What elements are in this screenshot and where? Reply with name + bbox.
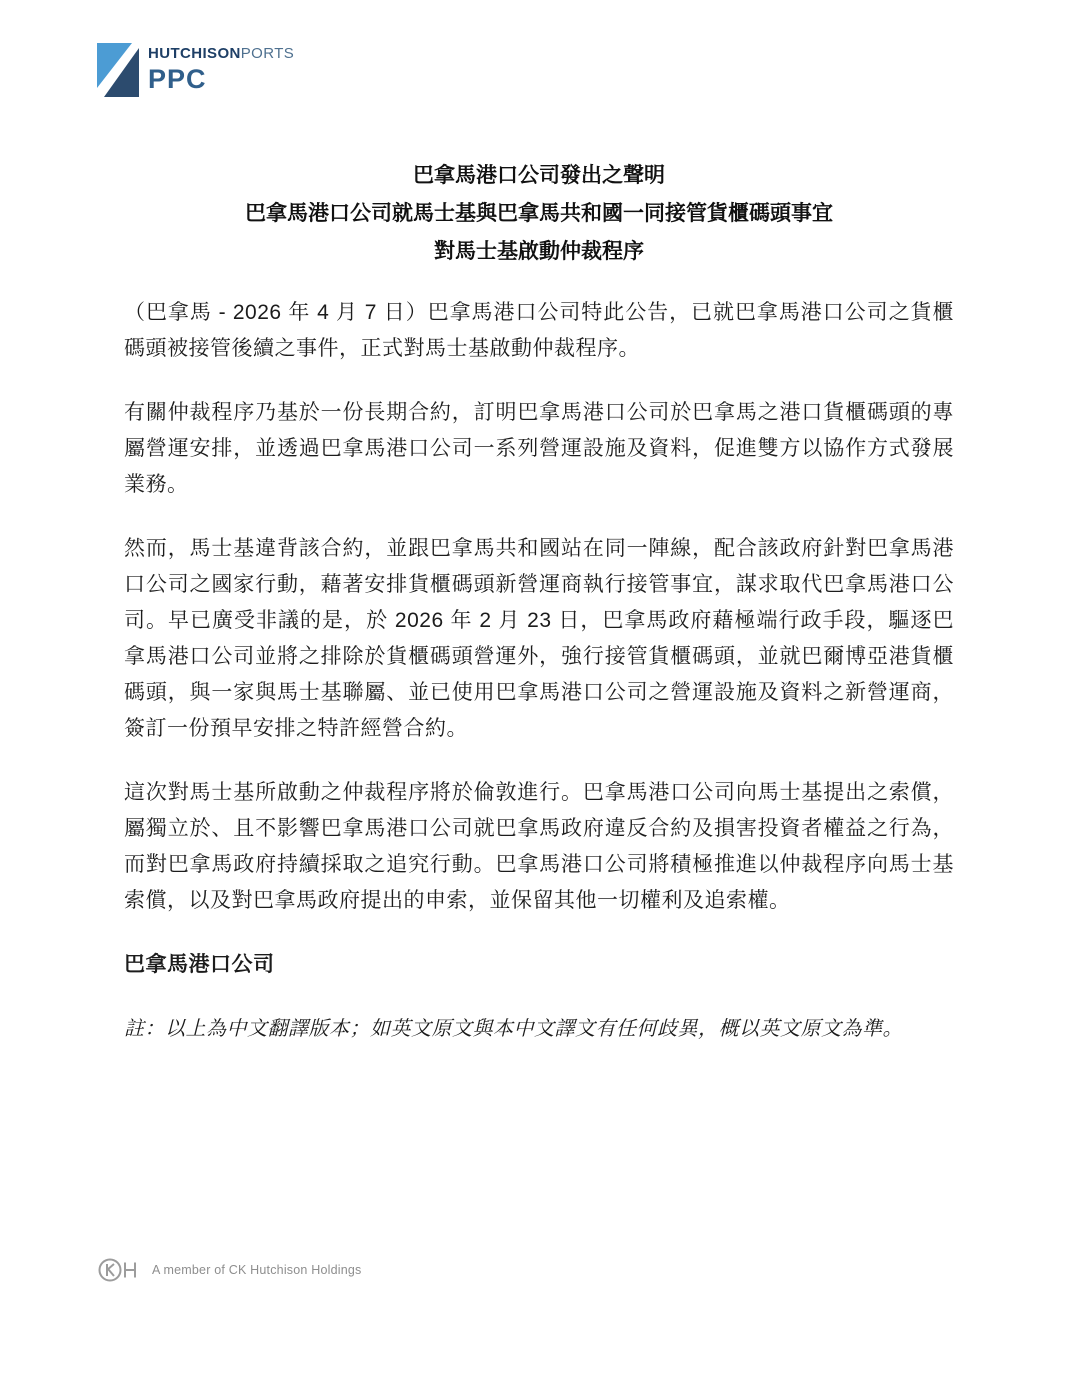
paragraph-contract-basis: 有關仲裁程序乃基於一份長期合約，訂明巴拿馬港口公司於巴拿馬之港口貨櫃碼頭的專屬營運安排，並透過巴拿馬港口公司一系列營運設施及資料，促進雙方以協作方式發展業務。 xyxy=(124,401,954,496)
title-line-1: 巴拿馬港口公司發出之聲明 xyxy=(413,164,665,187)
hutchison-ports-ppc-logo xyxy=(97,43,294,97)
brand-hutchison-label: HUTCHISON xyxy=(148,45,241,62)
footer-member-text: A member of CK Hutchison Holdings xyxy=(152,1263,362,1277)
brand-wordmark xyxy=(148,46,294,62)
paragraph-dateline: （巴拿馬 - 2026 年 4 月 7 日）巴拿馬港口公司特此公告，已就巴拿馬港口公司之貨櫃碼頭被接管後續之事件，正式對馬士基啟動仲裁程序。 xyxy=(124,301,954,360)
paragraph-arbitration-london: 這次對馬士基所啟動之仲裁程序將於倫敦進行。巴拿馬港口公司向馬士基提出之索償，屬獨立於、且不影響巴拿馬港口公司就巴拿馬政府違反合約及損害投資者權益之行為，而對巴拿馬政府持續採取之追究行動。巴拿馬港口公司將積極推進以仲裁程序向馬士基索償，以及對巴拿馬政府提出的申索，並保留其他一切權利及追索權。 xyxy=(124,781,954,912)
brand-ports-label: PORTS xyxy=(240,45,295,62)
title-line-3: 對馬士基啟動仲裁程序 xyxy=(434,240,644,263)
paragraph-breach-details: 然而，馬士基違背該合約，並跟巴拿馬共和國站在同一陣線，配合該政府針對巴拿馬港口公司之國家行動，藉著安排貨櫃碼頭新營運商執行接管事宜，謀求取代巴拿馬港口公司。早已廣受非議的是，於 2026 年 2 月 23 日，巴拿馬政府藉極端行政手段，驅逐巴拿馬港口公司並將之排除於貨櫃碼頭營運外，強行接管貨櫃碼頭，並就巴爾博亞港貨櫃碼頭，與一家與馬士基聯屬、並已使用巴拿馬港口公司之營運設施及資料之新營運商，簽訂一份預早安排之特許經營合約。 xyxy=(124,537,954,740)
statement-content xyxy=(124,157,954,1075)
hutchison-ports-logo-icon xyxy=(97,43,139,97)
brand-text xyxy=(148,43,294,94)
page-footer xyxy=(97,1256,361,1284)
translation-note: 註：以上為中文翻譯版本；如英文原文與本中文譯文有任何歧異，概以英文原文為準。 xyxy=(124,1018,903,1040)
signature-company-name: 巴拿馬港口公司 xyxy=(124,953,275,976)
title-line-2: 巴拿馬港口公司就馬士基與巴拿馬共和國一同接管貨櫃碼頭事宜 xyxy=(245,202,833,225)
statement-title xyxy=(124,157,954,271)
ckh-logo-icon xyxy=(97,1256,141,1284)
brand-ppc-label: PPC xyxy=(148,64,207,94)
